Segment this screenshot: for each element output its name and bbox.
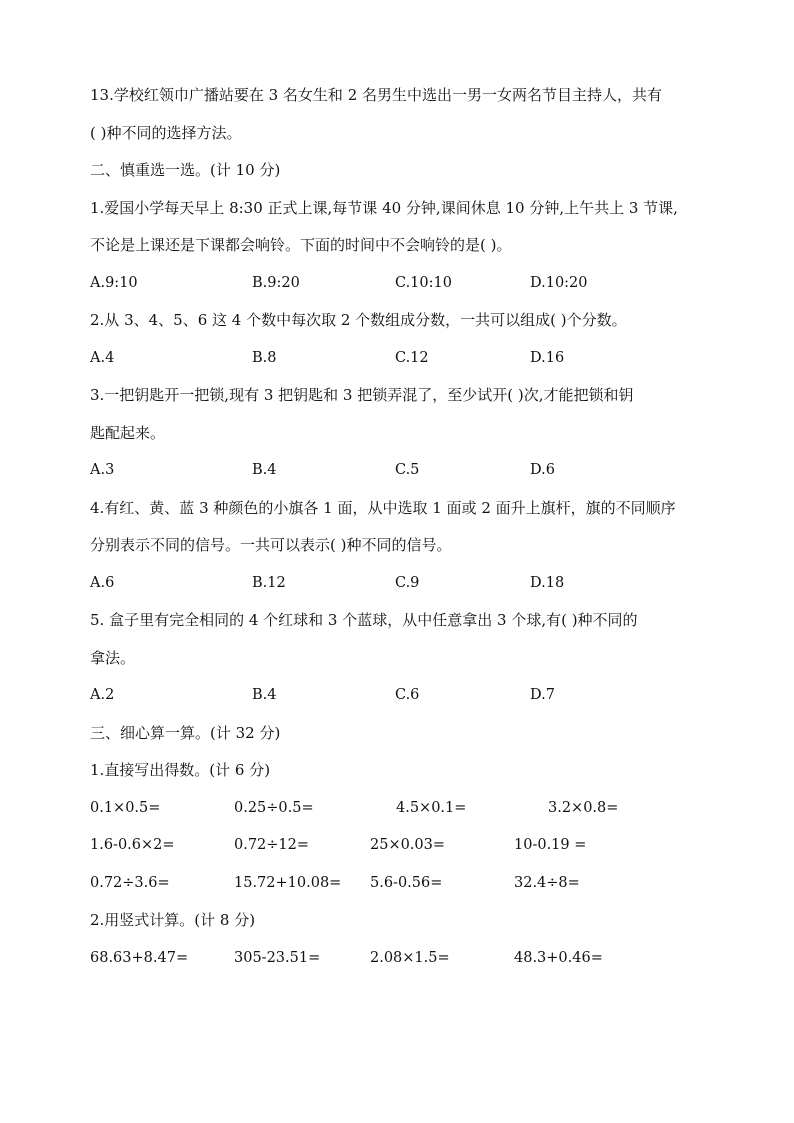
mental-math-row-1: [90, 797, 710, 835]
option-b: B.9:20: [252, 274, 300, 291]
s2-question-2-options: [90, 347, 710, 385]
calc-item: 3.2×0.8=: [548, 799, 619, 816]
s2-question-4-line-2: 分别表示不同的信号。一共可以表示( )种不同的信号。: [90, 536, 452, 554]
calc-item: 10-0.19 =: [514, 837, 587, 853]
s2-question-5-line-2: 拿法。: [90, 648, 136, 667]
calc-item: 68.63+8.47=: [90, 949, 189, 966]
option-a: A.2: [90, 687, 115, 703]
s2-question-5-line-1: 5. 盒子里有完全相同的 4 个红球和 3 个蓝球，从中任意拿出 3 个球,有( )种不同的: [90, 611, 638, 629]
worksheet-page: [90, 84, 710, 984]
calc-item: 0.72÷3.6=: [90, 874, 170, 891]
option-b: B.4: [252, 687, 277, 703]
calc-item: 0.1×0.5=: [90, 799, 161, 816]
mental-math-row-3: [90, 872, 710, 910]
s2-question-3-options: [90, 459, 710, 497]
s2-question-5-options: [90, 684, 710, 722]
calc-item: 0.72÷12=: [234, 837, 310, 853]
option-b: B.12: [252, 574, 286, 591]
option-c: C.6: [395, 687, 420, 703]
option-a: A.3: [90, 462, 115, 478]
calc-item: 4.5×0.1=: [396, 799, 467, 816]
s2-question-3-line-2: 匙配起来。: [90, 423, 166, 442]
calc-item: 15.72+10.08=: [234, 874, 342, 891]
s3-part-1-title: 1.直接写出得数。(计 6 分): [90, 761, 271, 779]
mental-math-row-2: [90, 834, 710, 872]
option-c: C.5: [395, 462, 420, 478]
section-2-title: 二、慎重选一选。(计 10 分): [90, 161, 281, 179]
option-b: B.8: [252, 349, 277, 366]
calc-item: 48.3+0.46=: [514, 949, 603, 966]
option-d: D.7: [530, 687, 555, 703]
s2-question-1-options: [90, 272, 710, 310]
option-c: C.9: [395, 574, 420, 591]
option-c: C.12: [395, 349, 429, 366]
option-d: D.6: [530, 462, 555, 478]
vertical-calc-row: [90, 947, 710, 985]
calc-item: 1.6-0.6×2=: [90, 837, 175, 853]
s2-question-1-line-1: 1.爱国小学每天早上 8:30 正式上课,每节课 40 分钟,课间休息 10 分钟,上午共上 3 节课,: [90, 198, 678, 217]
question-13-line-2: ( )种不同的选择方法。: [90, 123, 242, 142]
calc-item: 0.25÷0.5=: [234, 799, 314, 816]
option-b: B.4: [252, 462, 277, 478]
option-a: A.6: [90, 574, 115, 591]
s2-question-4-options: [90, 572, 710, 610]
option-a: A.4: [90, 349, 115, 366]
calc-item: 2.08×1.5=: [370, 949, 450, 966]
question-13-line-1: 13.学校红领巾广播站要在 3 名女生和 2 名男生中选出一男一女两名节目主持人，共有: [90, 86, 663, 104]
option-d: D.16: [530, 349, 565, 366]
option-d: D.10:20: [530, 274, 588, 291]
option-c: C.10:10: [395, 274, 452, 291]
s2-question-4-line-1: 4.有红、黄、蓝 3 种颜色的小旗各 1 面，从中选取 1 面或 2 面升上旗杆，旗的不同顺序: [90, 498, 676, 517]
s2-question-2-line-1: 2.从 3、4、5、6 这 4 个数中每次取 2 个数组成分数，一共可以组成( )个分数。: [90, 311, 627, 329]
option-d: D.18: [530, 574, 565, 591]
s2-question-3-line-1: 3.一把钥匙开一把锁,现有 3 把钥匙和 3 把锁弄混了，至少试开( )次,才能把锁和钥: [90, 386, 634, 404]
calc-item: 305-23.51=: [234, 949, 321, 966]
calc-item: 32.4÷8=: [514, 874, 580, 891]
section-3-title: 三、细心算一算。(计 32 分): [90, 723, 281, 742]
calc-item: 25×0.03=: [370, 837, 446, 853]
s2-question-1-line-2: 不论是上课还是下课都会响铃。下面的时间中不会响铃的是( )。: [90, 236, 512, 254]
option-a: A.9:10: [90, 274, 138, 291]
s3-part-2-title: 2.用竖式计算。(计 8 分): [90, 911, 256, 929]
calc-item: 5.6-0.56=: [370, 874, 443, 891]
